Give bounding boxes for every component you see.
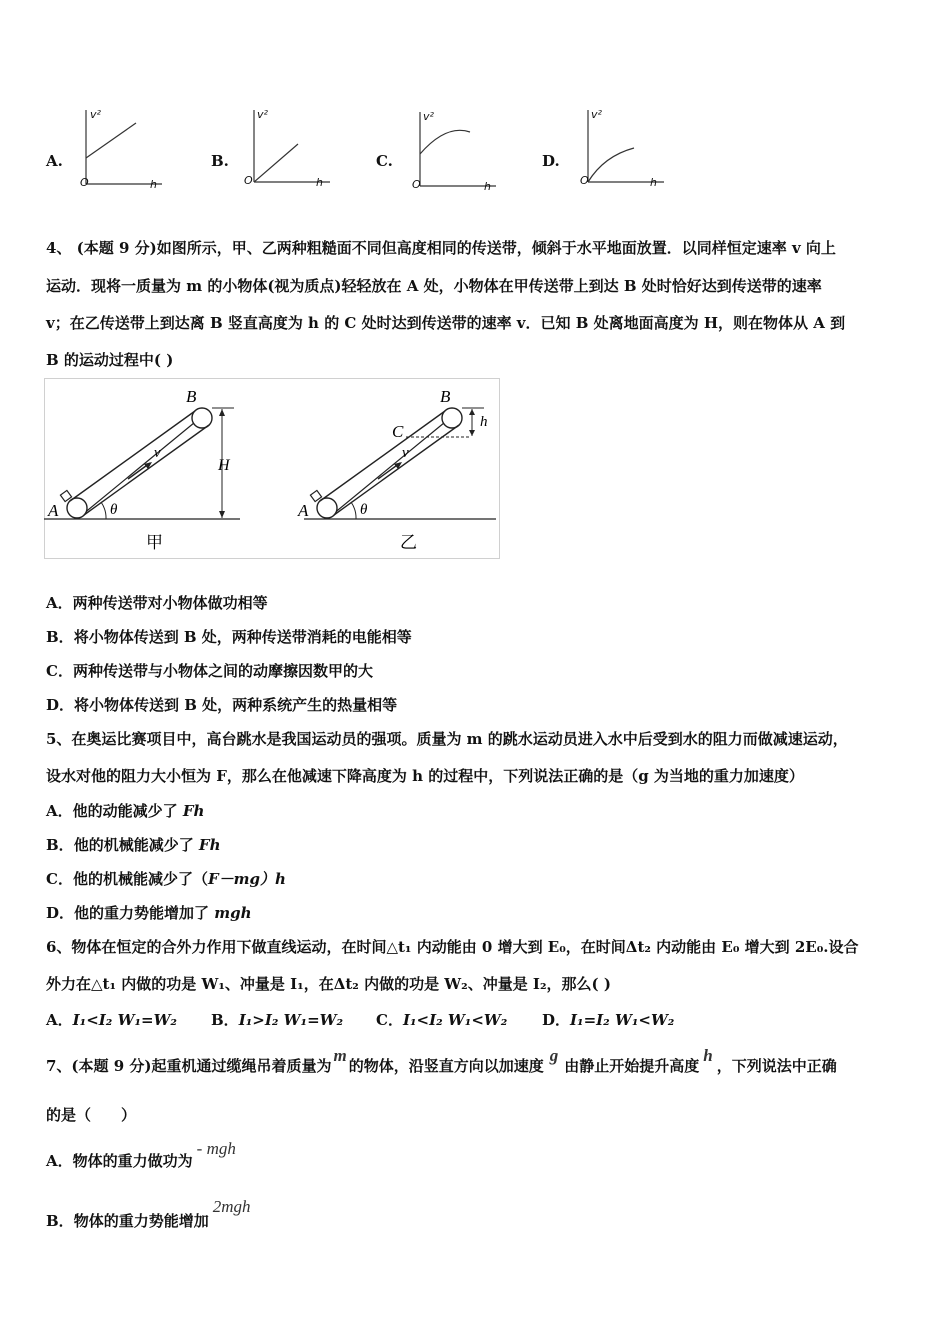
q5-option-d: D．他的重力势能增加了 mgh [46,904,252,922]
q5-line-1: 5、在奥运比赛项目中，高台跳水是我国运动员的强项。质量为 m 的跳水运动员进入水中后受到水的阻力而做减速运动， [46,730,848,748]
q6-line-2: 外力在△t₁ 内做的功是 W₁、冲量是 I₁，在Δt₂ 内做的功是 W₂、冲量是 I₂，那么( ) [46,975,611,993]
q7-mass-symbol: m [333,1046,347,1065]
graph-b-xaxis: h [316,176,323,189]
q6-option-d: D．I₁=I₂ W₁<W₂ [542,1011,675,1029]
q7-option-a: A．物体的重力做功为- mgh [46,1139,236,1170]
option-b-label: B. [211,152,229,170]
yi-label-v: v [402,445,409,461]
q4-line-1: 4、 (本题 9 分)如图所示，甲、乙两种粗糙面不同但高度相同的传送带，倾斜于水平地面放置．以同样恒定速率 v 向上 [46,239,836,257]
q5-option-b: B．他的机械能减少了 Fh [46,836,221,854]
jia-label-a: A [48,501,59,520]
q5-line-2: 设水对他的阻力大小恒为 F，那么在他减速下降高度为 h 的过程中，下列说法正确的是（g 为当地的重力加速度） [46,767,804,785]
q4-option-b: B．将小物体传送到 B 处，两种传送带消耗的电能相等 [46,628,412,646]
yi-label-c: C [392,422,404,441]
jia-label-v: v [154,445,161,461]
jia-label-h-big: H [218,457,230,474]
q7-h-symbol: h [703,1046,713,1065]
graph-c-yaxis: v² [423,110,434,123]
yi-label-a: A [298,501,309,520]
graph-b-yaxis: v² [257,108,268,121]
graph-c-xaxis: h [484,180,491,193]
option-d-label: D. [542,152,560,170]
graph-d-origin: O [580,174,589,187]
graph-a-xaxis: h [150,178,157,191]
q4-option-c: C．两种传送带与小物体之间的动摩擦因数甲的大 [46,662,373,680]
q7-line-1: 7、(本题 9 分)起重机通过缆绳吊着质量为m的物体，沿竖直方向以加速度g由静止开始提升高度h，下列说法中正确 [46,1046,837,1075]
q6-option-b: B．I₁>I₂ W₁=W₂ [211,1011,344,1029]
yi-label-b: B [440,387,451,406]
graph-a-yaxis: v² [90,108,101,121]
graph-c-origin: O [412,178,421,191]
q7-option-b: B．物体的重力势能增加2mgh [46,1197,251,1230]
option-a-label: A. [46,152,63,170]
q4-option-d: D．将小物体传送到 B 处，两种系统产生的热量相等 [46,696,398,714]
q4-line-2: 运动．现将一质量为 m 的小物体(视为质点)轻轻放在 A 处，小物体在甲传送带上到达 B 处时恰好达到传送带的速率 [46,277,822,295]
jia-caption: 甲 [146,533,163,552]
q6-option-c: C．I₁<I₂ W₁<W₂ [376,1011,508,1029]
q6-option-a: A．I₁<I₂ W₁=W₂ [46,1011,178,1029]
q4-option-a: A．两种传送带对小物体做功相等 [46,594,268,612]
q4-line-4: B 的运动过程中( ) [46,351,174,369]
jia-label-theta: θ [110,502,118,518]
graph-d-xaxis: h [650,176,657,189]
graph-a-origin: O [80,176,89,189]
conveyor-jia [44,408,240,519]
q4-line-3: v；在乙传送带上到达离 B 竖直高度为 h 的 C 处时达到传送带的速率 v．已知 B 处离地面高度为 H，则在物体从 A 到 [46,314,846,332]
graph-b-origin: O [244,174,253,187]
q5-option-c: C．他的机械能减少了（F－mg）h [46,870,286,888]
q4-conveyor-figure [44,378,500,560]
q5-option-a: A．他的动能减少了 Fh [46,802,205,820]
yi-caption: 乙 [400,533,417,552]
option-c-label: C. [376,152,393,170]
q6-line-1: 6、物体在恒定的合外力作用下做直线运动，在时间△t₁ 内动能由 0 增大到 E₀，在时间Δt₂ 内动能由 E₀ 增大到 2E₀.设合 [46,938,859,956]
q7-line-2: 的是（ ） [46,1106,137,1124]
yi-label-h-small: h [480,414,488,430]
yi-label-theta: θ [360,502,368,518]
graph-d-yaxis: v² [591,108,602,121]
jia-label-b: B [186,387,197,406]
q7-g-symbol: g [549,1046,559,1065]
